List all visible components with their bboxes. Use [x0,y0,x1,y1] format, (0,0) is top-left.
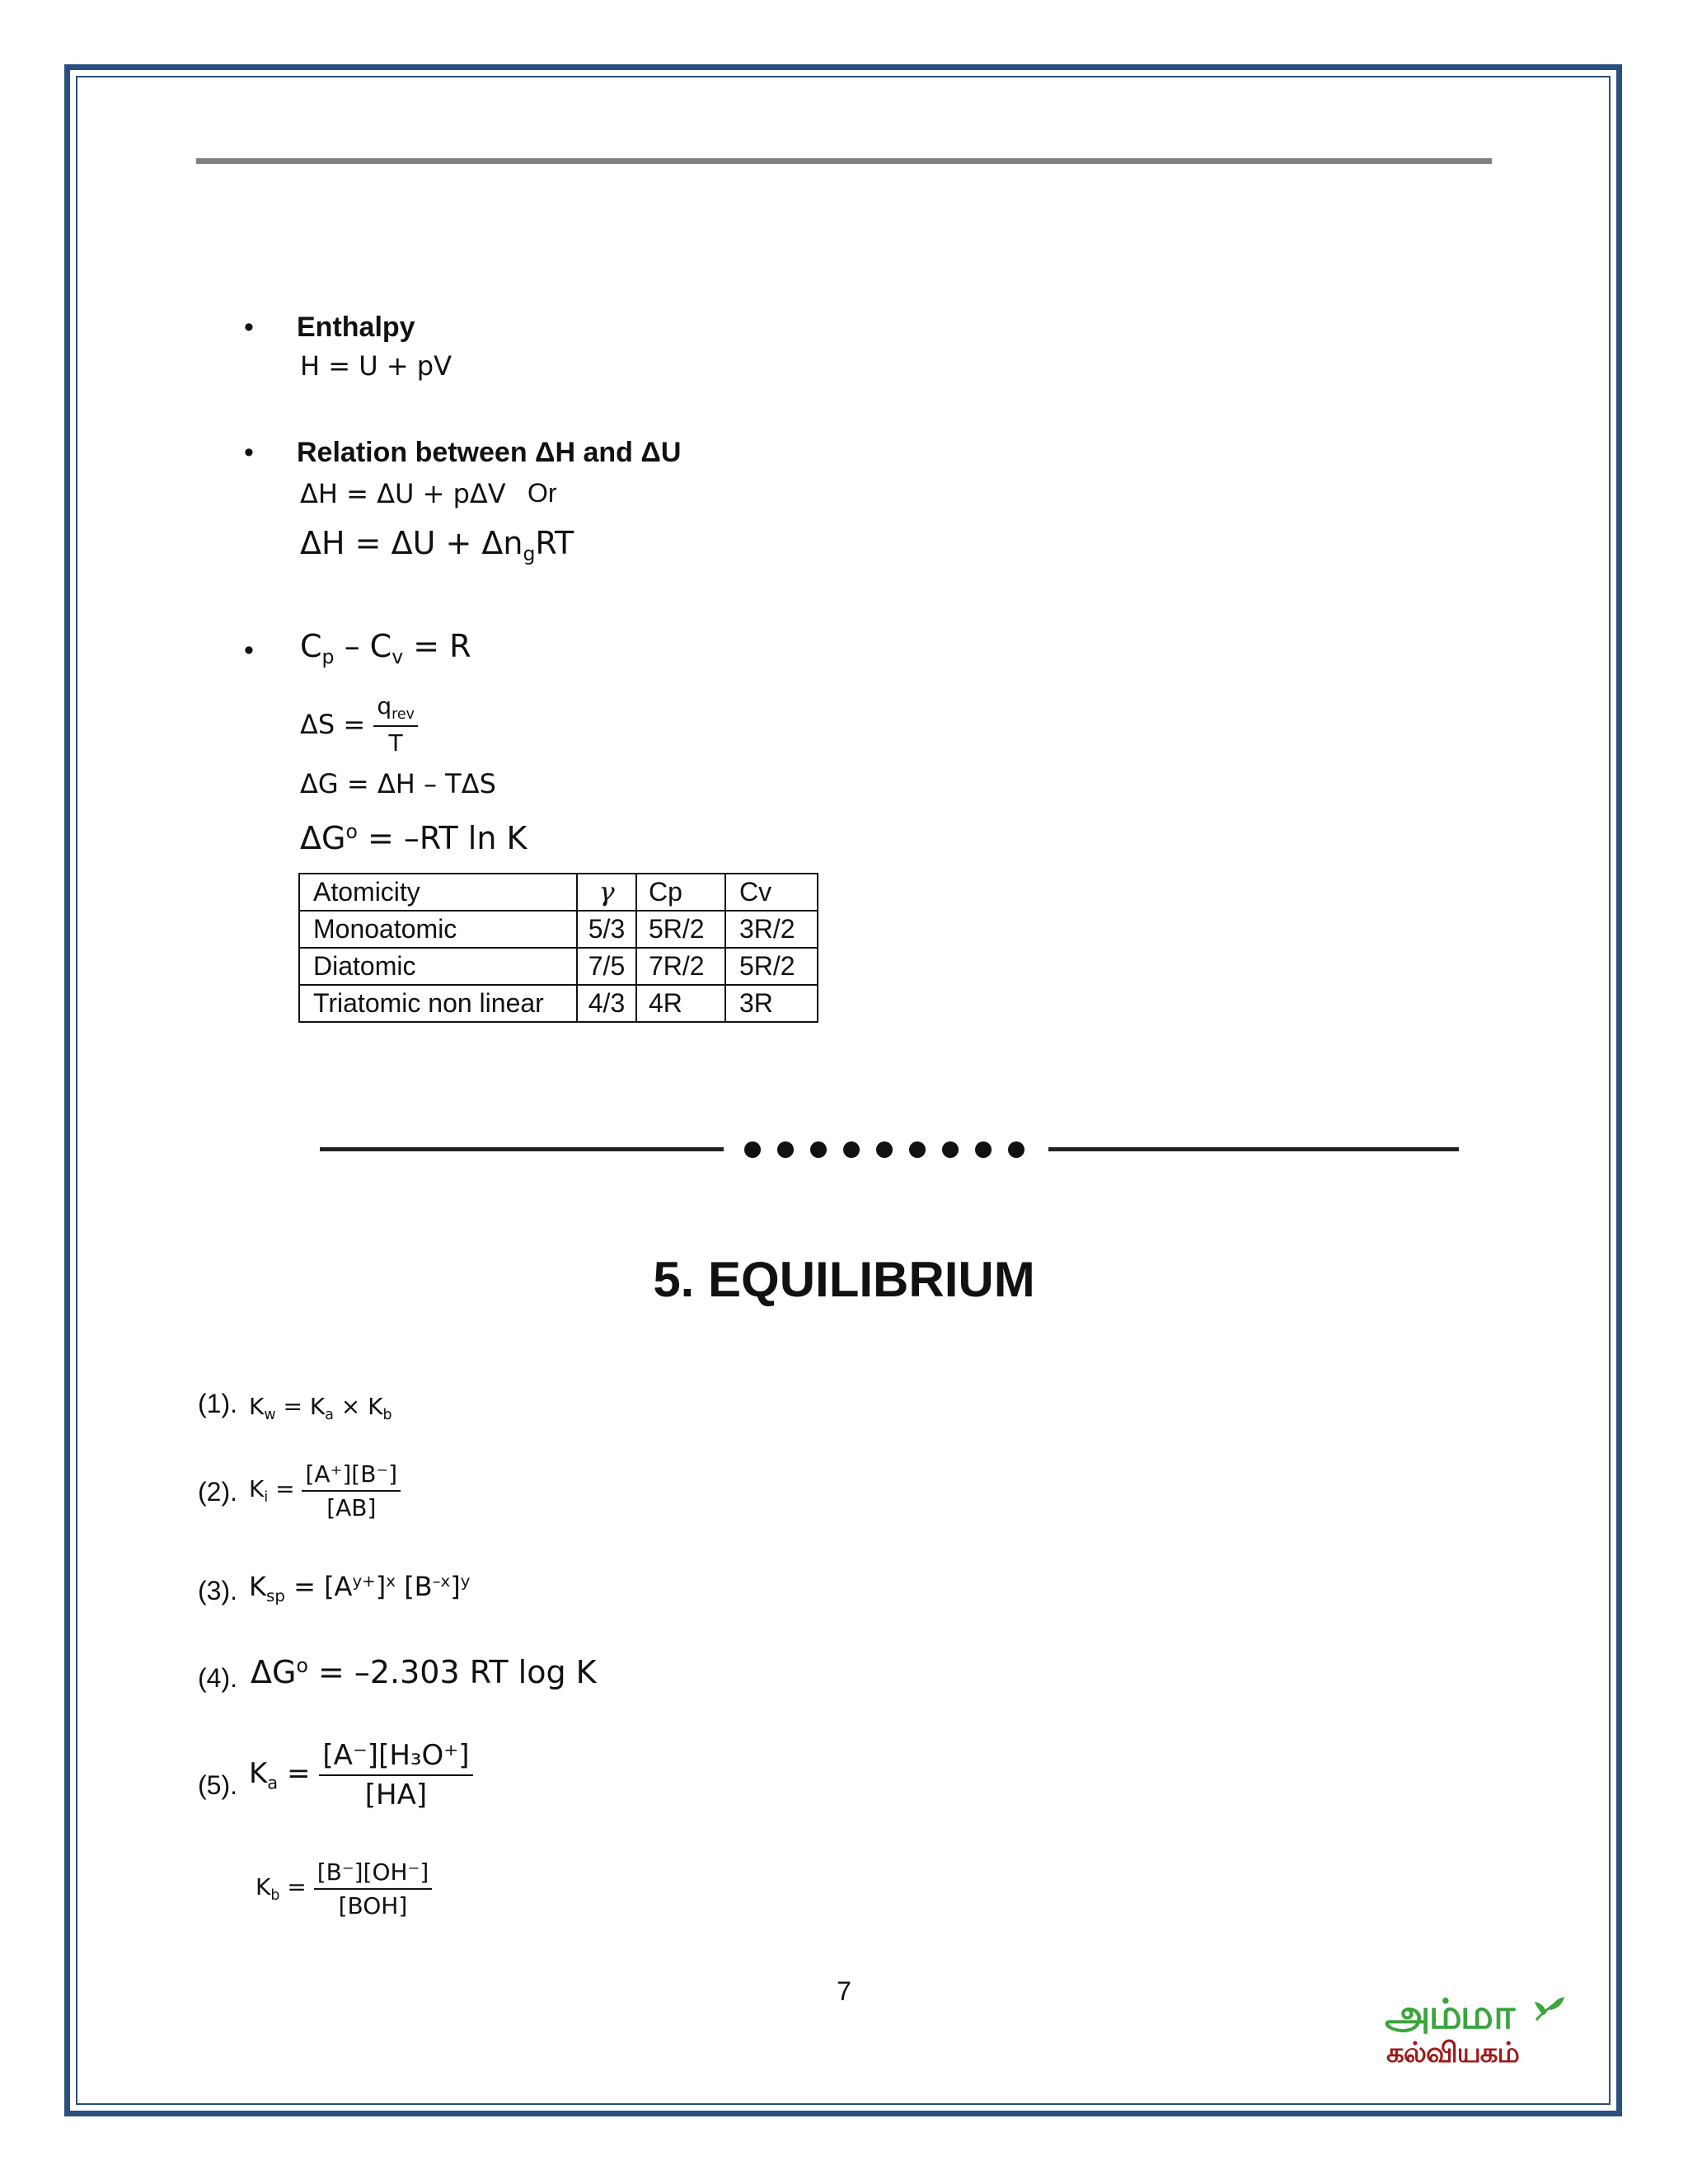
ksp-formula: $K_{sp} = [A^{y+}]^x$ $[B^{-x}]^y$ [249,1571,471,1605]
ki-formula: $K_i$ = $\frac{[A^+][B^-]}{[AB]}$ [249,1460,401,1521]
ka-formula: $K_a$ = $\frac{\text{[A⁻][H₃O⁺]}}{[HA]}$ [249,1739,473,1811]
table-cell: 4/3 [577,985,636,1022]
gibbs-k-formula: $\Delta G^o = -2.303$ RT log K [251,1654,597,1690]
leaf-icon [1533,1995,1566,2025]
eq-label: (3). [198,1576,237,1605]
table-cell: 5R/2 [636,911,725,948]
table-cell: 4R [636,985,725,1022]
gibbs-formula: ΔG = ΔH – TΔS [300,768,496,799]
publisher-logo [1385,1990,1566,2073]
table-cell: Triatomic non linear [299,985,577,1022]
eq-label: (1). [198,1389,237,1418]
relation-formula-2: $\Delta H = \Delta U + \Delta n_gRT$ [300,525,574,566]
divider-dot [975,1141,992,1158]
page-number: 7 [837,1976,851,2006]
table-header-cell: Cp [636,874,725,911]
divider-dot [843,1141,860,1158]
entropy-formula: ΔS = $\frac{q_{rev}}{T}$ [300,692,418,757]
section-divider-left [320,1147,724,1151]
cp-cv-formula: $C_p - C_v = R$ [300,628,471,669]
table-row [299,911,818,948]
eq-label: (2). [198,1477,237,1507]
eq-label: (5). [198,1770,237,1800]
table-cell: 3R [725,985,818,1022]
or-text: Or [528,478,557,508]
bullet: • [244,437,254,468]
divider-dot [744,1141,761,1158]
enthalpy-formula: H = U + pV [300,350,452,382]
table-header-cell: Atomicity [299,874,577,911]
header-rule [196,158,1492,164]
divider-dot [810,1141,827,1158]
table-cell: 7R/2 [636,948,725,985]
logo-text-bottom: கல்வியகம் [1386,2036,1519,2069]
chapter-title: 5. EQUILIBRIUM [653,1252,1035,1307]
divider-dot [1008,1141,1025,1158]
table-cell: 7/5 [577,948,636,985]
table-cell: Diatomic [299,948,577,985]
relation-heading: Relation between ΔH and ΔU [297,437,682,468]
kb-formula: $K_b$ = $\frac{[B^-][OH^-]}{\text{[BOH]}}$ [256,1858,432,1919]
table-cell: 5R/2 [725,948,818,985]
logo-text-top: அம்மா [1385,1990,1514,2038]
table-row [299,948,818,985]
gibbs-std-formula: $\Delta G^o = -RT$ ln K [300,820,528,856]
table-cell: 5/3 [577,911,636,948]
divider-dot [909,1141,926,1158]
table-row [299,985,818,1022]
divider-dot [942,1141,959,1158]
table-cell: Monoatomic [299,911,577,948]
relation-formula-1: ΔH = ΔU + pΔV [300,478,506,509]
divider-dot [876,1141,893,1158]
divider-dot [777,1141,794,1158]
section-divider-right [1048,1147,1459,1151]
table-header-cell: γ [577,874,636,911]
kw-formula: $K_w = K_a \times K_b$ [249,1393,392,1424]
table-header-cell: Cv [725,874,818,911]
atomicity-table [298,873,818,1023]
enthalpy-heading: Enthalpy [297,312,415,343]
eq-label: (4). [198,1663,237,1693]
bullet: • [244,635,254,666]
bullet: • [244,312,254,343]
table-cell: 3R/2 [725,911,818,948]
table-header-row [299,874,818,911]
